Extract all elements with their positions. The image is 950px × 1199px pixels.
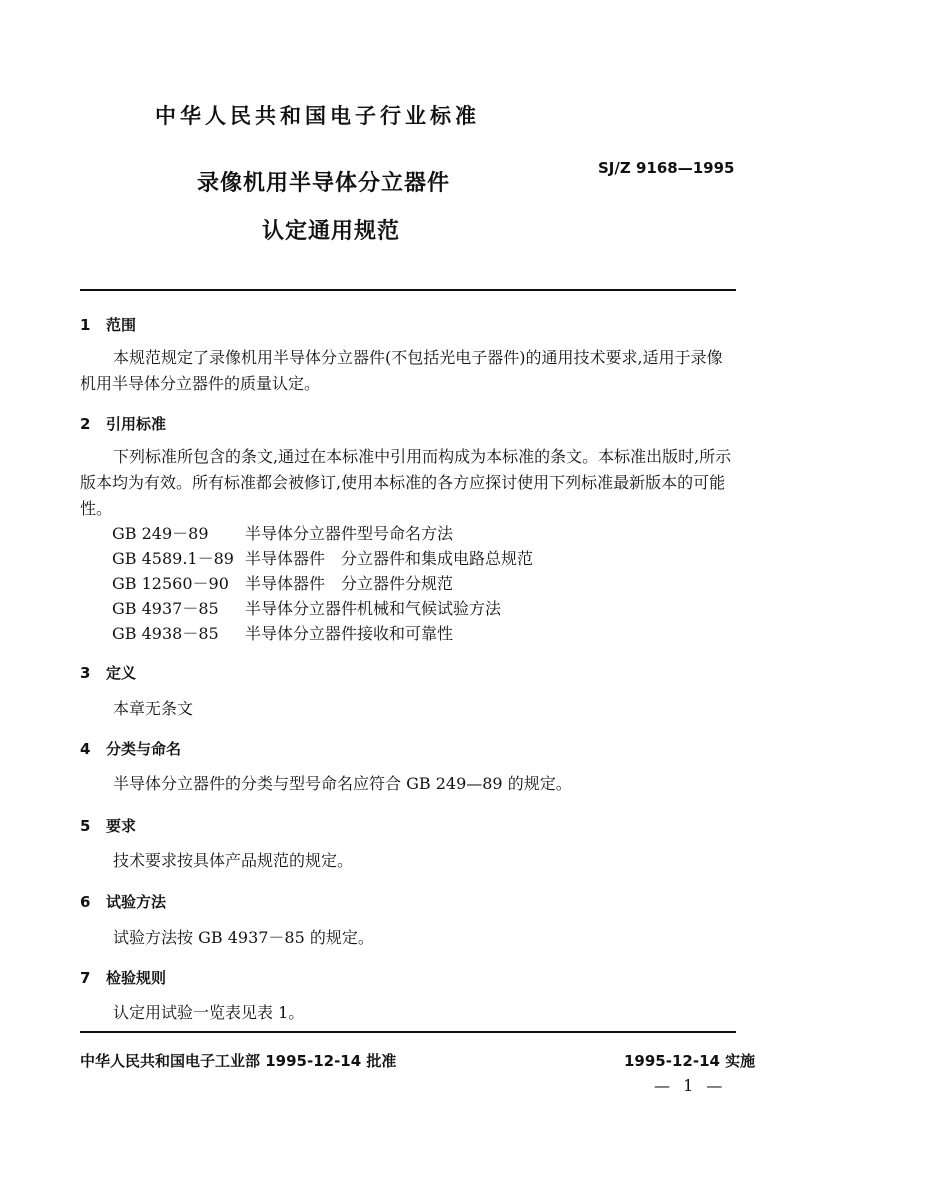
section-6-heading: 6 试验方法 <box>80 893 167 911</box>
section-5-heading: 5 要求 <box>80 817 137 835</box>
standard-number: SJ/Z 9168—1995 <box>598 159 735 177</box>
document-title-line1: 录像机用半导体分立器件 <box>197 171 451 196</box>
section-6-body: 试验方法按 GB 4937－85 的规定。 <box>113 928 374 947</box>
document-title-line2: 认定通用规范 <box>262 219 401 244</box>
reference-item: GB 12560－90 半导体器件 分立器件分规范 <box>112 574 454 593</box>
implementation-date: 1995-12-14 实施 <box>624 1052 756 1070</box>
reference-item: GB 249－89 半导体分立器件型号命名方法 <box>112 524 454 543</box>
section-2-heading: 2 引用标准 <box>80 415 167 433</box>
section-2-intro: 下列标准所包含的条文,通过在本标准中引用而构成为本标准的条文。本标准出版时,所示版本均为有效。所有标准都会被修订,使用本标准的各方应探讨使用下列标准最新版本的可能性。 <box>80 447 732 518</box>
section-4-body: 半导体分立器件的分类与型号命名应符合 GB 249—89 的规定。 <box>113 774 572 793</box>
header-rule <box>80 289 736 291</box>
approval-line: 中华人民共和国电子工业部 1995-12-14 批准 <box>80 1052 397 1070</box>
reference-item: GB 4589.1－89 半导体器件 分立器件和集成电路总规范 <box>112 549 534 568</box>
section-1-heading: 1 范围 <box>80 316 137 334</box>
footer-rule <box>80 1031 736 1033</box>
issuing-organization: 中华人民共和国电子行业标准 <box>155 104 480 128</box>
section-1-body: 本规范规定了录像机用半导体分立器件(不包括光电子器件)的通用技术要求,适用于录像机用半导体分立器件的质量认定。 <box>80 348 723 393</box>
section-3-body: 本章无条文 <box>113 699 194 718</box>
reference-item: GB 4937－85 半导体分立器件机械和气候试验方法 <box>112 599 502 618</box>
section-7-heading: 7 检验规则 <box>80 969 167 987</box>
section-4-heading: 4 分类与命名 <box>80 740 182 758</box>
section-5-body: 技术要求按具体产品规范的规定。 <box>113 851 354 870</box>
reference-item: GB 4938－85 半导体分立器件接收和可靠性 <box>112 624 454 643</box>
section-7-body: 认定用试验一览表见表 1。 <box>113 1003 305 1022</box>
section-3-heading: 3 定义 <box>80 664 137 682</box>
page-number: — 1 — <box>654 1076 727 1095</box>
